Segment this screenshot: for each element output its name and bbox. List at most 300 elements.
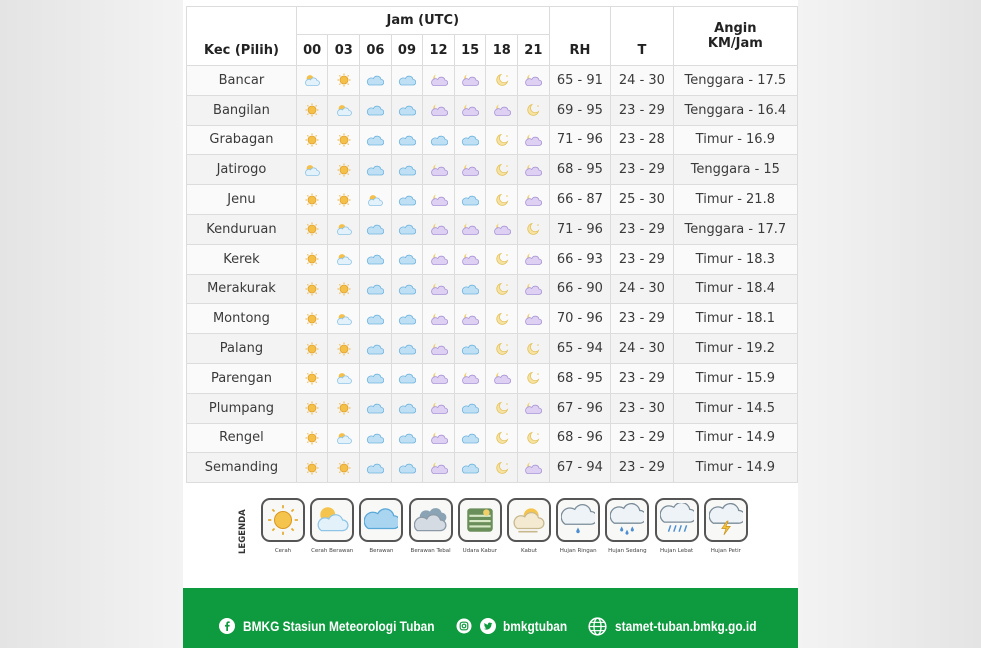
sun-cloud-icon <box>335 103 353 117</box>
table-row[interactable] <box>187 334 798 364</box>
rh-value: 65 - 94 <box>549 334 611 364</box>
moon-icon <box>524 371 542 385</box>
legend-item <box>501 498 557 554</box>
weather-cell <box>518 423 550 453</box>
hour-header-06: 06 <box>360 35 392 66</box>
weather-cell <box>360 214 392 244</box>
moon-cloud-icon <box>461 163 479 177</box>
moon-cloud-icon <box>430 282 448 296</box>
moon-icon <box>493 431 511 445</box>
weather-cell <box>328 363 360 393</box>
thunderstorm-icon <box>709 503 743 537</box>
moon-cloud-icon <box>430 193 448 207</box>
kecamatan-name[interactable]: Jenu <box>187 185 297 215</box>
hour-header-18: 18 <box>486 35 518 66</box>
kecamatan-name[interactable]: Parengan <box>187 363 297 393</box>
temp-value: 23 - 29 <box>611 95 674 125</box>
weather-cell <box>296 363 328 393</box>
weather-cell <box>423 423 455 453</box>
t-header: T <box>611 7 674 66</box>
temp-value: 25 - 30 <box>611 185 674 215</box>
wind-value: Tenggara - 17.5 <box>673 66 797 96</box>
weather-cell <box>391 66 423 96</box>
moon-cloud-icon <box>430 431 448 445</box>
table-row[interactable] <box>187 125 798 155</box>
kecamatan-name[interactable]: Kerek <box>187 244 297 274</box>
cloud-icon <box>364 503 398 537</box>
weather-cell <box>454 244 486 274</box>
haze-icon <box>463 503 497 537</box>
sun-cloud-icon <box>366 193 384 207</box>
weather-cell <box>360 125 392 155</box>
cloud-icon <box>398 461 416 475</box>
cloud-icon <box>366 103 384 117</box>
moon-cloud-icon <box>461 252 479 266</box>
cloud-icon <box>461 193 479 207</box>
weather-cell <box>296 125 328 155</box>
rh-value: 65 - 91 <box>549 66 611 96</box>
weather-cell <box>391 393 423 423</box>
weather-cell <box>328 393 360 423</box>
sun-icon <box>266 503 300 537</box>
sun-icon <box>335 193 353 207</box>
weather-cell <box>518 304 550 334</box>
legend-label: Hujan Lebat <box>660 548 694 554</box>
weather-cell <box>518 185 550 215</box>
svg-text:LEGENDA: LEGENDA <box>238 509 248 554</box>
hour-header-21: 21 <box>518 35 550 66</box>
weather-cell <box>486 363 518 393</box>
sun-cloud-icon <box>303 163 321 177</box>
weather-cell <box>423 66 455 96</box>
weather-cell <box>296 423 328 453</box>
moon-cloud-icon <box>524 133 542 147</box>
cloud-icon <box>366 342 384 356</box>
wind-value: Timur - 18.3 <box>673 244 797 274</box>
legend-title <box>233 500 249 554</box>
table-row[interactable] <box>187 304 798 334</box>
wind-value: Timur - 18.1 <box>673 304 797 334</box>
wind-value: Timur - 15.9 <box>673 363 797 393</box>
kecamatan-name[interactable]: Bangilan <box>187 95 297 125</box>
moon-cloud-icon <box>430 222 448 236</box>
weather-cell <box>454 304 486 334</box>
temp-value: 23 - 29 <box>611 214 674 244</box>
weather-cell <box>423 185 455 215</box>
weather-cell <box>328 453 360 483</box>
facebook-icon <box>219 618 235 634</box>
weather-cell <box>328 155 360 185</box>
temp-value: 23 - 29 <box>611 304 674 334</box>
wind-value: Tenggara - 17.7 <box>673 214 797 244</box>
weather-cell <box>454 363 486 393</box>
moon-cloud-icon <box>493 103 511 117</box>
moon-cloud-icon <box>430 461 448 475</box>
rh-value: 71 - 96 <box>549 214 611 244</box>
legend <box>233 494 753 564</box>
right-blur-margin <box>798 0 981 648</box>
moon-cloud-icon <box>524 401 542 415</box>
weather-cell <box>360 304 392 334</box>
kecamatan-name[interactable]: Palang <box>187 334 297 364</box>
weather-cell <box>296 393 328 423</box>
moon-icon <box>493 133 511 147</box>
moon-icon <box>493 401 511 415</box>
sun-icon <box>335 73 353 87</box>
moon-cloud-icon <box>524 312 542 326</box>
weather-cell <box>328 304 360 334</box>
weather-cell <box>486 274 518 304</box>
legend-icon-box <box>409 498 453 542</box>
wind-value: Timur - 14.9 <box>673 453 797 483</box>
cloud-icon <box>461 431 479 445</box>
weather-cell <box>423 214 455 244</box>
legend-icon-box <box>261 498 305 542</box>
kec-header: Kec (Pilih) <box>187 7 297 66</box>
kecamatan-name[interactable]: Jatirogo <box>187 155 297 185</box>
weather-cell <box>391 125 423 155</box>
kecamatan-name[interactable]: Merakurak <box>187 274 297 304</box>
cloud-icon <box>366 461 384 475</box>
table-row[interactable] <box>187 363 798 393</box>
weather-cell <box>360 423 392 453</box>
kecamatan-name[interactable]: Rengel <box>187 423 297 453</box>
footer-social-text[interactable]: bmkgtuban <box>503 618 568 634</box>
cloud-icon <box>366 163 384 177</box>
hour-header-12: 12 <box>423 35 455 66</box>
weather-cell <box>423 95 455 125</box>
weather-cell <box>391 304 423 334</box>
light-rain-icon <box>561 503 595 537</box>
weather-cell <box>360 274 392 304</box>
moon-cloud-icon <box>524 282 542 296</box>
moon-cloud-icon <box>461 312 479 326</box>
table-row[interactable] <box>187 244 798 274</box>
weather-cell <box>518 334 550 364</box>
table-row[interactable] <box>187 274 798 304</box>
hour-header-09: 09 <box>391 35 423 66</box>
table-row[interactable] <box>187 214 798 244</box>
cloud-icon <box>398 401 416 415</box>
moon-cloud-icon <box>461 73 479 87</box>
table-row[interactable] <box>187 95 798 125</box>
twitter-icon <box>480 618 496 634</box>
weather-cell <box>296 334 328 364</box>
weather-cell <box>423 453 455 483</box>
footer-facebook-text[interactable]: BMKG Stasiun Meteorologi Tuban <box>243 618 435 634</box>
weather-cell <box>328 214 360 244</box>
weather-cell <box>296 155 328 185</box>
weather-cell <box>296 244 328 274</box>
sun-cloud-icon <box>335 312 353 326</box>
table-row[interactable] <box>187 393 798 423</box>
weather-cell <box>328 423 360 453</box>
rh-value: 67 - 96 <box>549 393 611 423</box>
weather-cell <box>454 214 486 244</box>
sun-icon <box>335 461 353 475</box>
legend-label: Hujan Ringan <box>559 548 597 554</box>
sun-cloud-icon <box>335 431 353 445</box>
weather-cell <box>360 95 392 125</box>
weather-cell <box>391 155 423 185</box>
sun-icon <box>335 342 353 356</box>
sun-icon <box>303 431 321 445</box>
moon-cloud-icon <box>430 371 448 385</box>
sun-icon <box>335 282 353 296</box>
table-row[interactable] <box>187 185 798 215</box>
weather-cell <box>486 125 518 155</box>
weather-cell <box>454 66 486 96</box>
cloud-icon <box>366 401 384 415</box>
weather-cell <box>518 125 550 155</box>
moon-cloud-icon <box>524 252 542 266</box>
weather-cell <box>360 244 392 274</box>
moon-cloud-icon <box>430 103 448 117</box>
fog-icon <box>512 503 546 537</box>
legend-label: Cerah Berawan <box>311 548 354 554</box>
weather-cell <box>360 453 392 483</box>
wind-value: Timur - 14.5 <box>673 393 797 423</box>
cloud-icon <box>398 133 416 147</box>
moon-cloud-icon <box>524 193 542 207</box>
weather-cell <box>296 304 328 334</box>
weather-cell <box>486 334 518 364</box>
weather-cell <box>328 274 360 304</box>
legend-item <box>304 498 360 554</box>
temp-value: 23 - 29 <box>611 423 674 453</box>
weather-cell <box>328 334 360 364</box>
legend-label: Kabut <box>520 548 537 554</box>
moon-icon <box>524 342 542 356</box>
weather-cell <box>391 274 423 304</box>
cloud-icon <box>461 133 479 147</box>
weather-cell <box>328 244 360 274</box>
sun-cloud-icon <box>335 252 353 266</box>
cloud-icon <box>398 222 416 236</box>
kecamatan-name[interactable]: Montong <box>187 304 297 334</box>
cloud-icon <box>398 193 416 207</box>
weather-cell <box>518 453 550 483</box>
wind-value: Timur - 16.9 <box>673 125 797 155</box>
legend-item <box>353 498 409 554</box>
rh-value: 66 - 93 <box>549 244 611 274</box>
rh-value: 68 - 95 <box>549 363 611 393</box>
cloud-icon <box>366 222 384 236</box>
sun-icon <box>303 401 321 415</box>
weather-cell <box>454 453 486 483</box>
legend-item <box>255 498 311 554</box>
temp-value: 24 - 30 <box>611 274 674 304</box>
weather-cell <box>296 95 328 125</box>
moon-icon <box>493 252 511 266</box>
weather-cell <box>454 393 486 423</box>
weather-cell <box>391 95 423 125</box>
weather-cell <box>328 125 360 155</box>
hour-header-03: 03 <box>328 35 360 66</box>
weather-cell <box>360 393 392 423</box>
weather-cell <box>296 453 328 483</box>
thick-cloud-icon <box>414 503 448 537</box>
jam-header: Jam (UTC) <box>296 7 549 35</box>
moon-cloud-icon <box>430 401 448 415</box>
rh-header: RH <box>549 7 611 66</box>
weather-cell <box>486 304 518 334</box>
legend-label: Cerah <box>274 548 292 554</box>
weather-cell <box>423 155 455 185</box>
weather-cell <box>518 214 550 244</box>
moon-icon <box>493 73 511 87</box>
moon-cloud-icon <box>430 163 448 177</box>
rh-value: 68 - 96 <box>549 423 611 453</box>
weather-cell <box>518 244 550 274</box>
weather-cell <box>391 185 423 215</box>
temp-value: 23 - 29 <box>611 155 674 185</box>
weather-cell <box>423 393 455 423</box>
table-row[interactable] <box>187 453 798 483</box>
angin-header-line1: Angin <box>714 21 757 36</box>
temp-value: 24 - 30 <box>611 66 674 96</box>
weather-cell <box>518 274 550 304</box>
footer <box>183 588 798 648</box>
table-row[interactable] <box>187 423 798 453</box>
legend-label: Hujan Petir <box>710 548 741 554</box>
sun-icon <box>303 222 321 236</box>
legend-icon-box <box>507 498 551 542</box>
weather-cell <box>454 185 486 215</box>
moon-icon <box>524 103 542 117</box>
weather-cell <box>391 363 423 393</box>
kecamatan-name[interactable]: Grabagan <box>187 125 297 155</box>
cloud-icon <box>366 133 384 147</box>
legend-label: Hujan Sedang <box>608 548 647 554</box>
weather-cell <box>360 363 392 393</box>
legend-icon-box <box>458 498 502 542</box>
weather-cell <box>391 423 423 453</box>
moon-icon <box>493 342 511 356</box>
kecamatan-name[interactable]: Bancar <box>187 66 297 96</box>
legend-label: Berawan Tebal <box>410 548 451 554</box>
cloud-icon <box>398 73 416 87</box>
kecamatan-name[interactable]: Plumpang <box>187 393 297 423</box>
sun-icon <box>303 103 321 117</box>
weather-cell <box>296 214 328 244</box>
temp-value: 23 - 29 <box>611 244 674 274</box>
wind-value: Tenggara - 15 <box>673 155 797 185</box>
rh-value: 71 - 96 <box>549 125 611 155</box>
sun-icon <box>303 193 321 207</box>
angin-header <box>673 7 797 66</box>
moon-icon <box>524 431 542 445</box>
cloud-icon <box>366 282 384 296</box>
moon-icon <box>493 312 511 326</box>
table-row[interactable] <box>187 66 798 96</box>
cloud-icon <box>461 401 479 415</box>
moon-icon <box>524 222 542 236</box>
wind-value: Timur - 14.9 <box>673 423 797 453</box>
forecast-card <box>183 0 798 648</box>
weather-cell <box>296 66 328 96</box>
cloud-icon <box>398 342 416 356</box>
weather-cell <box>518 155 550 185</box>
weather-cell <box>423 125 455 155</box>
temp-value: 23 - 29 <box>611 453 674 483</box>
cloud-icon <box>366 312 384 326</box>
weather-cell <box>486 95 518 125</box>
cloud-icon <box>430 133 448 147</box>
weather-cell <box>454 155 486 185</box>
weather-cell <box>486 155 518 185</box>
table-row[interactable] <box>187 155 798 185</box>
moon-cloud-icon <box>430 73 448 87</box>
kecamatan-name[interactable]: Kenduruan <box>187 214 297 244</box>
moon-cloud-icon <box>461 103 479 117</box>
weather-cell <box>360 66 392 96</box>
weather-cell <box>296 274 328 304</box>
weather-cell <box>360 334 392 364</box>
moon-cloud-icon <box>493 371 511 385</box>
temp-value: 23 - 29 <box>611 363 674 393</box>
cloud-icon <box>366 431 384 445</box>
weather-cell <box>454 95 486 125</box>
legend-icon-box <box>605 498 649 542</box>
sun-icon <box>335 133 353 147</box>
legend-icon-box <box>359 498 403 542</box>
cloud-icon <box>398 431 416 445</box>
moon-cloud-icon <box>493 222 511 236</box>
sun-icon <box>303 371 321 385</box>
sun-icon <box>303 282 321 296</box>
sun-cloud-icon <box>315 503 349 537</box>
hour-header-00: 00 <box>296 35 328 66</box>
weather-cell <box>486 185 518 215</box>
legend-icon-box <box>310 498 354 542</box>
weather-cell <box>486 453 518 483</box>
cloud-icon <box>398 163 416 177</box>
footer-website-text[interactable]: stamet-tuban.bmkg.go.id <box>615 618 757 634</box>
sun-icon <box>303 342 321 356</box>
rh-value: 67 - 94 <box>549 453 611 483</box>
weather-cell <box>518 66 550 96</box>
forecast-table <box>186 6 798 483</box>
cloud-icon <box>366 371 384 385</box>
weather-cell <box>486 393 518 423</box>
weather-cell <box>360 155 392 185</box>
legend-label: Berawan <box>369 548 394 554</box>
temp-value: 24 - 30 <box>611 334 674 364</box>
weather-cell <box>423 363 455 393</box>
kecamatan-name[interactable]: Semanding <box>187 453 297 483</box>
rh-value: 70 - 96 <box>549 304 611 334</box>
legend-item <box>698 498 754 554</box>
moderate-rain-icon <box>610 503 644 537</box>
weather-cell <box>360 185 392 215</box>
sun-icon <box>335 163 353 177</box>
moon-cloud-icon <box>524 163 542 177</box>
cloud-icon <box>461 461 479 475</box>
weather-cell <box>423 274 455 304</box>
weather-cell <box>423 304 455 334</box>
legend-item <box>452 498 508 554</box>
weather-cell <box>454 125 486 155</box>
cloud-icon <box>461 282 479 296</box>
cloud-icon <box>398 371 416 385</box>
weather-cell <box>518 363 550 393</box>
wind-value: Timur - 21.8 <box>673 185 797 215</box>
weather-cell <box>391 334 423 364</box>
weather-cell <box>454 274 486 304</box>
wind-value: Timur - 19.2 <box>673 334 797 364</box>
rh-value: 66 - 87 <box>549 185 611 215</box>
